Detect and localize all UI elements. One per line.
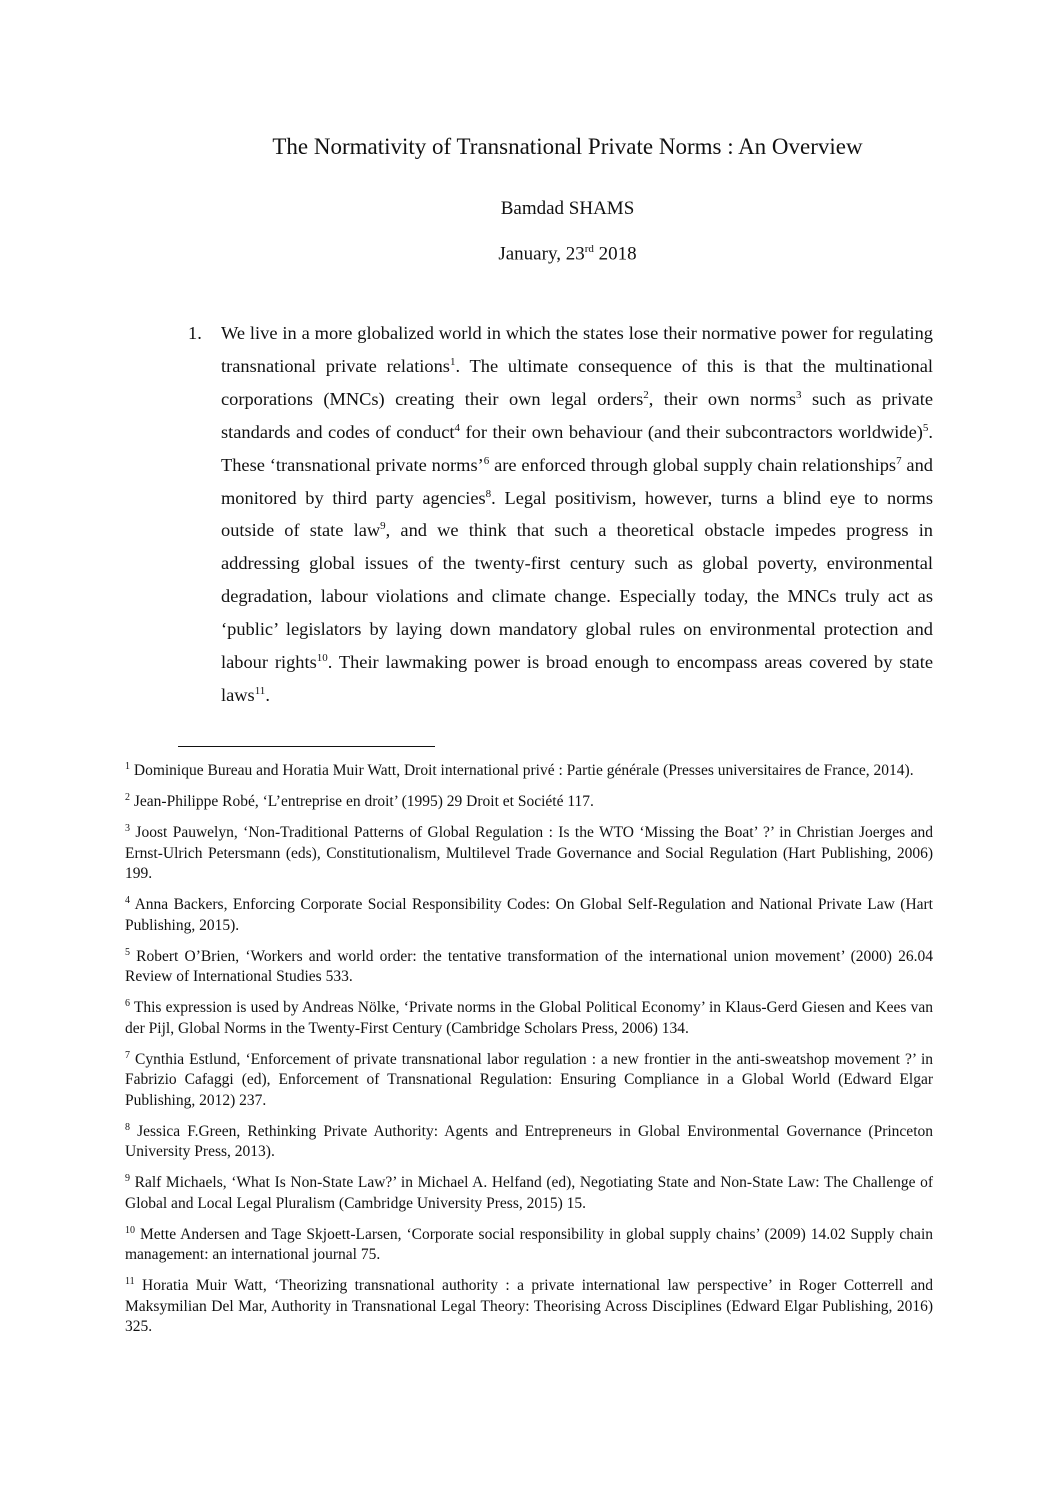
paragraph-text-segment: for their own behaviour (and their subcontractors worldwide) (460, 421, 923, 442)
footnote-number: 11 (125, 1275, 135, 1287)
footnote-number: 3 (125, 822, 130, 834)
paragraph-text-segment: . These ‘transnational private norms’ (221, 421, 933, 475)
paragraph-text-segment: are enforced through global supply chain relationships (489, 454, 897, 475)
date-ordinal-suffix: rd (584, 243, 594, 255)
footnote (125, 895, 933, 936)
footnote-separator (178, 746, 435, 747)
footnote (125, 792, 933, 813)
footnote-text: Horatia Muir Watt, ‘Theorizing transnational authority : a private international law perspective’ in Roger Cotterrell and Maksymilian Del Mar, Authority in Transnational Legal Theory: Theorising Across Disciplines (Edward Elgar Publishing, 2016) 325. (125, 1277, 933, 1335)
paragraph-text-segment: , their own norms (648, 388, 797, 409)
footnote-text: Dominique Bureau and Horatia Muir Watt, Droit international privé : Partie générale (Presses universitaires de France, 2014). (130, 762, 914, 779)
footnote-number: 7 (125, 1049, 130, 1061)
footnote-reference[interactable]: 3 (796, 388, 802, 401)
footnote-number: 4 (125, 894, 130, 906)
footnote-text: Mette Andersen and Tage Skjoett-Larsen, ‘Corporate social responsibility in global supply chains’ (2009) 14.02 Supply chain management: an international journal 75. (125, 1225, 933, 1263)
footnote-reference[interactable]: 11 (254, 684, 266, 697)
paragraph-text (221, 317, 933, 712)
footnote-number: 5 (125, 946, 130, 958)
footnote-number: 2 (125, 791, 130, 803)
paragraph-text-segment: . The ultimate consequence of this is that the multinational corporations (MNCs) creating their own legal orders (221, 355, 934, 409)
document-title: The Normativity of Transnational Private Norms : An Overview (272, 134, 863, 159)
footnote-number: 6 (125, 997, 130, 1009)
footnote-number: 10 (125, 1224, 135, 1236)
date-year: 2018 (593, 243, 637, 265)
footnote-text: Anna Backers, Enforcing Corporate Social Responsibility Codes: On Global Self-Regulation and National Private Law (Hart Publishing, 2015). (125, 896, 933, 934)
footnote (125, 823, 933, 885)
footnote-number: 9 (125, 1172, 130, 1184)
footnote-number: 8 (125, 1121, 130, 1133)
footnote-reference[interactable]: 8 (485, 487, 492, 500)
footnote-reference[interactable]: 5 (922, 421, 929, 434)
footnote-text: Joost Pauwelyn, ‘Non-Traditional Patterns of Global Regulation : Is the WTO ‘Missing the Boat’ ?’ in Christian Joerges and Ernst-Ulrich Petersmann (eds), Constitutionalism, Multilevel Trade Governance and Social Regulation (Hart Publishing, 2006) 199. (125, 824, 933, 882)
footnote-reference[interactable]: 9 (380, 520, 386, 533)
footnote-reference[interactable]: 2 (643, 388, 649, 401)
footnote (125, 1225, 933, 1266)
footnote-reference[interactable]: 6 (483, 454, 490, 467)
footnote (125, 1173, 933, 1214)
footnote (125, 1050, 933, 1112)
paragraph-text-segment: such as private standards and codes of conduct (221, 388, 933, 442)
footnote (125, 761, 933, 782)
paragraph-1 (188, 317, 933, 712)
footnote (125, 947, 933, 988)
footnote-reference[interactable]: 4 (454, 421, 460, 434)
paragraph-text-segment: We live in a more globalized world in which the states lose their normative power for regulating transnational private relations (221, 323, 933, 376)
paragraph-text-segment: and monitored by third party agencies (221, 454, 933, 508)
paragraph-number: 1. (188, 323, 202, 343)
footnote-reference[interactable]: 1 (449, 355, 456, 368)
footnote-reference[interactable]: 7 (896, 454, 902, 467)
footnote (125, 998, 933, 1039)
footnote-reference[interactable]: 10 (316, 651, 328, 664)
footnotes-section (125, 761, 933, 1348)
footnote (125, 1276, 933, 1338)
paragraph-text-segment: . Their lawmaking power is broad enough to encompass areas covered by state laws (221, 652, 933, 705)
footnote-text: Jessica F.Green, Rethinking Private Authority: Agents and Entrepreneurs in Global Environmental Governance (Princeton University Press, 2013). (125, 1122, 933, 1160)
document-date (76, 243, 1059, 265)
footnote (125, 1122, 933, 1163)
footnote-text: Cynthia Estlund, ‘Enforcement of private transnational labor regulation : a new frontier in the anti-sweatshop movement ?’ in Fabrizio Cafaggi (ed), Enforcement of Transnational Regulation: Ensuring Compliance in a Global World (Edward Elgar Publishing, 2012) 237. (125, 1050, 933, 1109)
paragraph-text-segment: , and we think that such a theoretical obstacle impedes progress in addressing global issues of the twenty-first century such as global poverty, environmental degradation, labour violations and climate change. Especially today, the MNCs truly act as ‘public’ legislators by laying down mandatory global rules on environmental protection and labour rights (221, 520, 933, 673)
footnote-text: This expression is used by Andreas Nölke, ‘Private norms in the Global Political Economy’ in Klaus-Gerd Giesen and Kees van der Pijl, Global Norms in the Twenty-First Century (Cambridge Scholars Press, 2006) 134. (125, 999, 933, 1037)
footnote-text: Jean-Philippe Robé, ‘L’entreprise en droit’ (1995) 29 Droit et Société 117. (130, 793, 594, 810)
paragraph-text-segment: . (265, 684, 270, 705)
footnote-text: Ralf Michaels, ‘What Is Non-State Law?’ in Michael A. Helfand (ed), Negotiating State and Non-State Law: The Challenge of Global and Local Legal Pluralism (Cambridge University Press, 2015) 15. (125, 1174, 933, 1212)
date-prefix: January, 23 (498, 243, 585, 265)
footnote-text: Robert O’Brien, ‘Workers and world order: the tentative transformation of the international union movement’ (2000) 26.04 Review of International Studies 533. (125, 947, 933, 985)
paragraph-text-segment: . Legal positivism, however, turns a blind eye to norms outside of state law (221, 487, 934, 541)
footnote-number: 1 (125, 760, 130, 772)
author-name: Bamdad SHAMS (500, 198, 635, 219)
